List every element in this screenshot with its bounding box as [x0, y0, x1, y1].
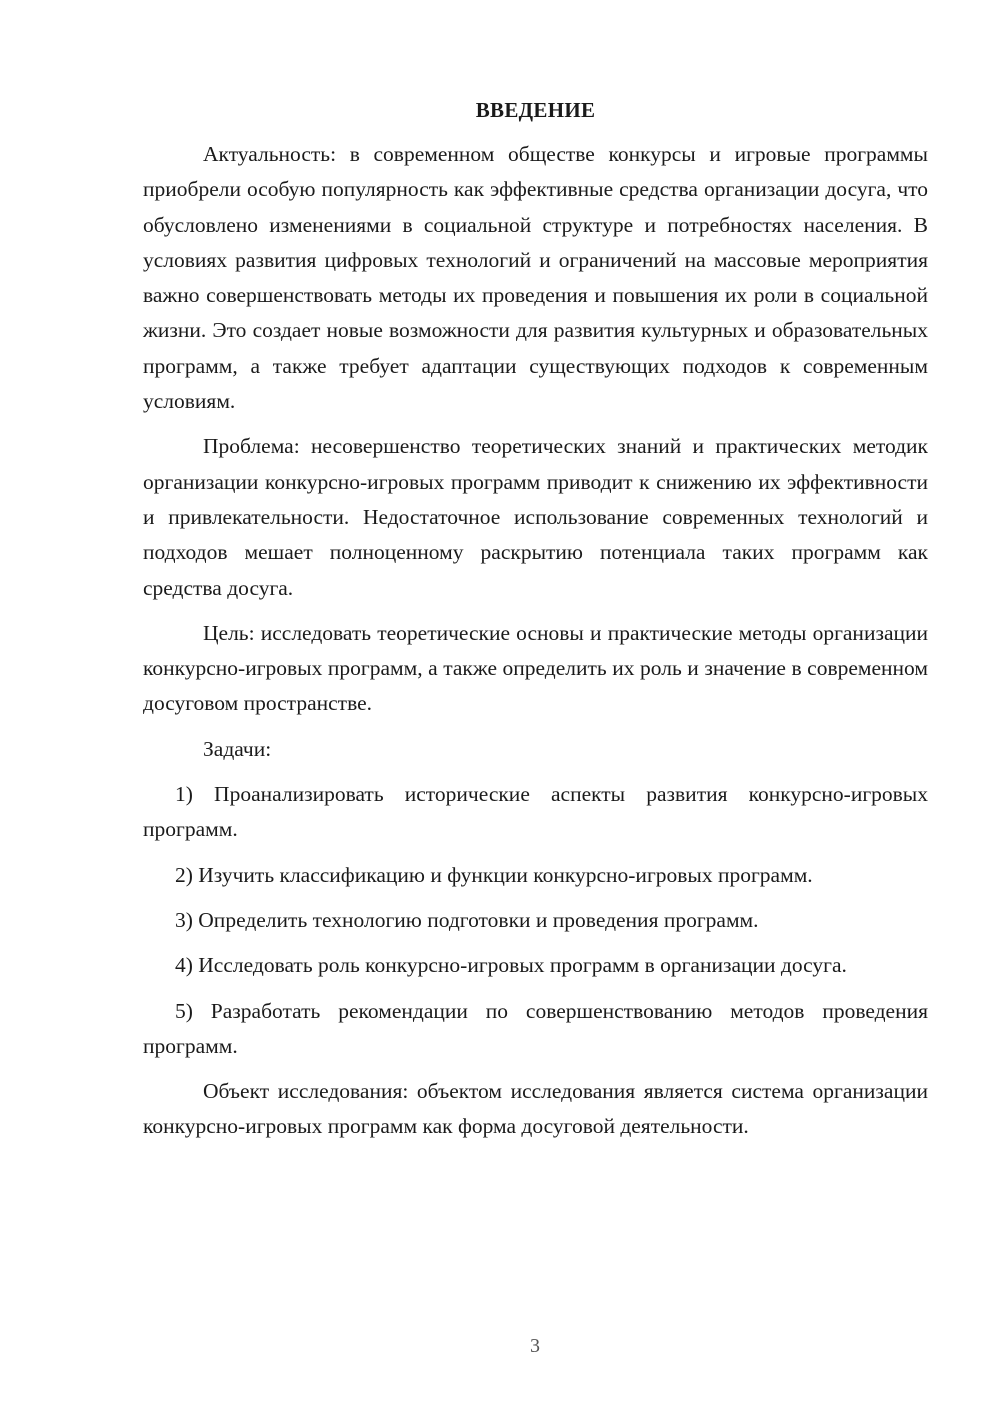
- page-content: [143, 95, 928, 1155]
- paragraph-problem: Проблема: несовершенство теоретических знаний и практических методик организации конкурсно-игровых программ приводит к снижению их эффективности и привлекательности. Недостаточное использование современных технологий и подходов мешает полноценному раскрытию потенциала таких программ как средства досуга.: [143, 434, 928, 600]
- task-item-1: 1) Проанализировать исторические аспекты развития конкурсно-игровых программ.: [143, 782, 928, 842]
- task-item-5: 5) Разработать рекомендации по совершенствованию методов проведения программ.: [143, 998, 928, 1058]
- page-number: 3: [530, 1335, 540, 1357]
- page-title: ВВЕДЕНИЕ: [475, 98, 596, 122]
- paragraph-goal: Цель: исследовать теоретические основы и практические методы организации конкурсно-игровых программ, а также определить их роль и значение в современном досуговом пространстве.: [143, 620, 928, 716]
- task-item-4: 4) Исследовать роль конкурсно-игровых программ в организации досуга.: [175, 953, 847, 978]
- tasks-heading: Задачи:: [203, 736, 272, 761]
- task-item-3: 3) Определить технологию подготовки и проведения программ.: [175, 907, 759, 932]
- task-item-2: 2) Изучить классификацию и функции конкурсно-игровых программ.: [175, 862, 813, 887]
- paragraph-object: Объект исследования: объектом исследования является система организации конкурсно-игровых программ как форма досуговой деятельности.: [143, 1079, 928, 1139]
- paragraph-relevance: Актуальность: в современном обществе конкурсы и игровые программы приобрели особую популярность как эффективные средства организации досуга, что обусловлено изменениями в социальной структуре и потребностях населения. В условиях развития цифровых технологий и ограничений на массовые мероприятия важно совершенствовать методы их проведения и повышения их роли в социальной жизни. Это создает новые возможности для развития культурных и образовательных программ, а также требует адаптации существующих подходов к современным условиям.: [143, 142, 928, 414]
